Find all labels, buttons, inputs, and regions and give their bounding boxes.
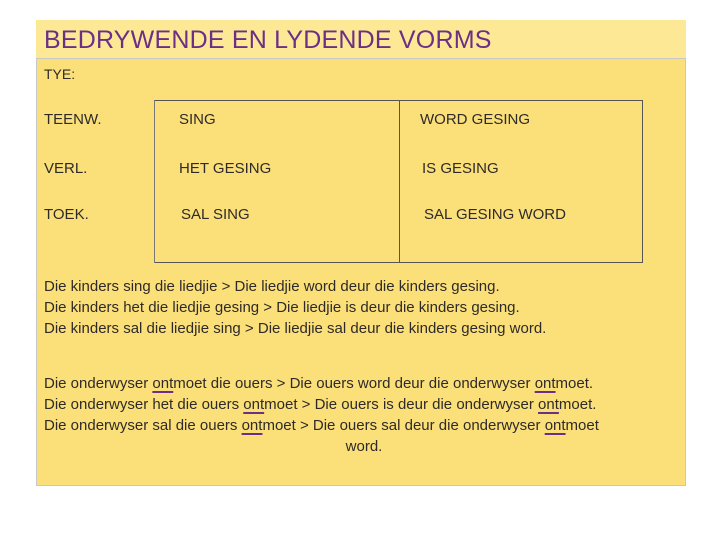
slide-title: BEDRYWENDE EN LYDENDE VORMS	[44, 26, 492, 54]
example-line-continuation: word.	[345, 438, 383, 455]
passive-present: WORD GESING	[420, 111, 531, 128]
passive-past: IS GESING	[422, 160, 499, 177]
active-future: SAL SING	[181, 206, 250, 223]
examples-teacher	[44, 373, 684, 457]
tense-future: TOEK.	[44, 206, 89, 223]
example-line: Die onderwyser ontmoet die ouers > Die ouers word deur die onderwyser ontmoet.	[44, 375, 594, 392]
underlined-prefix: ont	[538, 396, 559, 413]
example-line: Die onderwyser het die ouers ontmoet > Die ouers is deur die onderwyser ontmoet.	[44, 396, 597, 413]
underlined-prefix: ont	[534, 375, 556, 392]
underlined-prefix: ont	[544, 417, 566, 434]
underlined-prefix: ont	[241, 417, 263, 434]
underlined-prefix: ont	[243, 396, 265, 413]
table-column-divider	[399, 100, 400, 263]
example-line: Die onderwyser sal die ouers ontmoet > Die ouers sal deur die onderwyser ontmoet	[44, 417, 599, 434]
tense-present: TEENW.	[44, 111, 102, 128]
passive-future: SAL GESING WORD	[424, 206, 566, 223]
tye-label: TYE:	[44, 66, 76, 82]
example-line: Die kinders sing die liedjie > Die liedjie word deur die kinders gesing.	[44, 278, 500, 295]
examples-singing	[44, 276, 684, 339]
table-left-border	[154, 100, 155, 263]
example-line: Die kinders sal die liedjie sing > Die liedjie sal deur die kinders gesing word.	[44, 320, 547, 337]
example-line: Die kinders het die liedjie gesing > Die liedjie is deur die kinders gesing.	[44, 299, 520, 316]
tense-past: VERL.	[44, 160, 88, 177]
active-past: HET GESING	[179, 160, 272, 177]
active-present: SING	[179, 111, 216, 128]
underlined-prefix: ont	[152, 375, 174, 392]
